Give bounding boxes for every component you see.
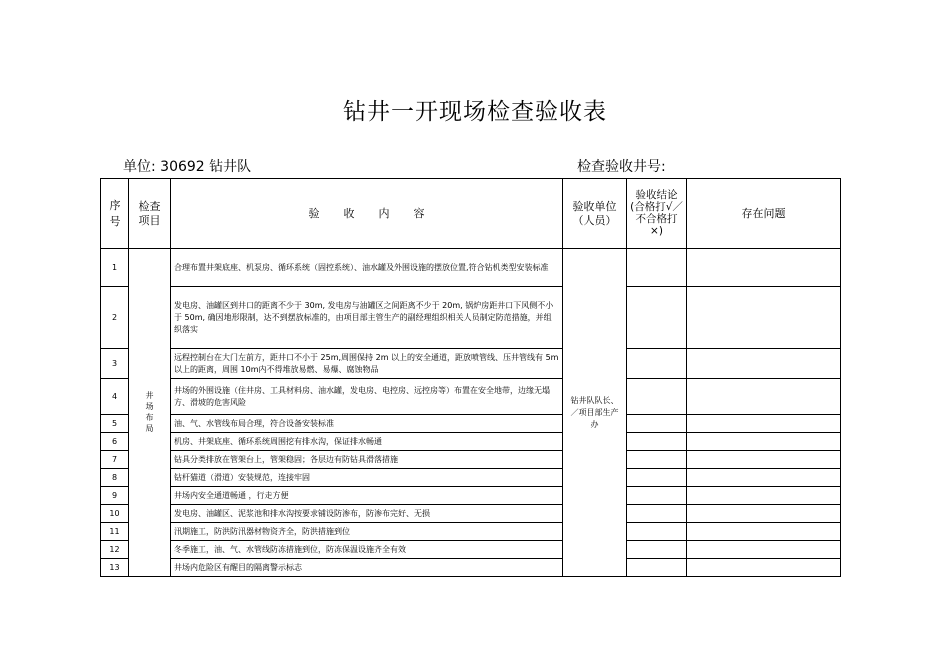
conclusion-cell[interactable] — [627, 505, 687, 523]
issues-cell[interactable] — [687, 541, 841, 559]
inspection-table — [100, 178, 841, 577]
issues-cell[interactable] — [687, 523, 841, 541]
header-unit: 验收单位（人员） — [563, 179, 627, 249]
row-content: 井场的外围设施（住井房、工具材料房、油水罐，发电房、电控房、远控房等）布置在安全地带，边缘无塌方、滑坡的危害风险 — [171, 379, 563, 415]
issues-cell[interactable] — [687, 559, 841, 577]
row-number: 10 — [101, 505, 129, 523]
issues-cell[interactable] — [687, 433, 841, 451]
conclusion-cell[interactable] — [627, 433, 687, 451]
conclusion-cell[interactable] — [627, 415, 687, 433]
table-row — [101, 379, 841, 415]
row-number: 2 — [101, 287, 129, 349]
header-seq: 序号 — [101, 179, 129, 249]
issues-cell[interactable] — [687, 505, 841, 523]
row-number: 4 — [101, 379, 129, 415]
table-row — [101, 287, 841, 349]
row-content: 井场内危险区有醒目的隔离警示标志 — [171, 559, 563, 577]
responsible-unit-label: 钻井队队长、／项目部生产办 — [570, 395, 619, 429]
row-number: 13 — [101, 559, 129, 577]
row-number: 11 — [101, 523, 129, 541]
conclusion-cell[interactable] — [627, 379, 687, 415]
unit-label: 单位: 30692 钻井队 — [123, 159, 252, 175]
conclusion-cell[interactable] — [627, 469, 687, 487]
item-group-cell — [129, 249, 171, 577]
issues-cell[interactable] — [687, 379, 841, 415]
row-number: 5 — [101, 415, 129, 433]
conclusion-cell[interactable] — [627, 541, 687, 559]
responsible-unit-cell — [563, 249, 627, 577]
row-content: 冬季施工，油、气、水管线防冻措施到位，防冻保温设施齐全有效 — [171, 541, 563, 559]
well-number-label: 检查验收井号: — [577, 159, 666, 175]
row-content: 机房、井架底座、循环系统周围挖有排水沟，保证排水畅通 — [171, 433, 563, 451]
row-content: 油、气、水管线布局合理，符合设备安装标准 — [171, 415, 563, 433]
table-row — [101, 541, 841, 559]
table-row — [101, 523, 841, 541]
row-number: 3 — [101, 349, 129, 379]
table-row — [101, 433, 841, 451]
row-content: 钻杆猫道（滑道）安装规范，连接牢固 — [171, 469, 563, 487]
table-row — [101, 469, 841, 487]
row-content: 汛期施工，防洪防汛器材物资齐全，防洪措施到位 — [171, 523, 563, 541]
table-row — [101, 415, 841, 433]
row-content: 发电房、油罐区、泥浆池和排水沟按要求铺设防渗布，防渗布完好、无损 — [171, 505, 563, 523]
table-row — [101, 505, 841, 523]
conclusion-cell[interactable] — [627, 487, 687, 505]
header-conclusion: 验收结论(合格打√／不合格打×) — [627, 179, 687, 249]
conclusion-cell[interactable] — [627, 287, 687, 349]
row-content: 井场内安全通道畅通 ，行走方便 — [171, 487, 563, 505]
row-number: 12 — [101, 541, 129, 559]
issues-cell[interactable] — [687, 469, 841, 487]
header-item: 检查项目 — [129, 179, 171, 249]
row-number: 1 — [101, 249, 129, 287]
row-number: 7 — [101, 451, 129, 469]
row-content: 发电房、油罐区到井口的距离不少于 30m, 发电房与油罐区之间距离不少于 20m, 锅炉房距井口下风侧不小于 50m, 确因地形限制，达不到摆放标准的，由项目部主管生产的副经理组织相关人员制定防范措施，并组织落实 — [171, 287, 563, 349]
row-number: 9 — [101, 487, 129, 505]
table-row — [101, 451, 841, 469]
table-row — [101, 249, 841, 287]
row-content: 合理布置井架底座、机泵房、循环系统（固控系统）、油水罐及外围设施的摆放位置,符合钻机类型安装标准 — [171, 249, 563, 287]
conclusion-cell[interactable] — [627, 523, 687, 541]
table-row — [101, 559, 841, 577]
page-title: 钻井一开现场检查验收表 — [343, 99, 607, 125]
item-group-label: 井场布局 — [145, 390, 154, 434]
issues-cell[interactable] — [687, 415, 841, 433]
row-content: 远程控制台在大门左前方，距井口不小于 25m,周围保持 2m 以上的安全通道，距放喷管线、压井管线有 5m以上的距离，周围 10m内不得堆放易燃、易爆、腐蚀物品 — [171, 349, 563, 379]
conclusion-cell[interactable] — [627, 451, 687, 469]
issues-cell[interactable] — [687, 451, 841, 469]
issues-cell[interactable] — [687, 287, 841, 349]
table-row — [101, 487, 841, 505]
table-row — [101, 349, 841, 379]
issues-cell[interactable] — [687, 249, 841, 287]
row-number: 6 — [101, 433, 129, 451]
header-issues: 存在问题 — [687, 179, 841, 249]
issues-cell[interactable] — [687, 349, 841, 379]
header-content: 验收内容 — [171, 179, 563, 249]
conclusion-cell[interactable] — [627, 249, 687, 287]
issues-cell[interactable] — [687, 487, 841, 505]
row-number: 8 — [101, 469, 129, 487]
conclusion-cell[interactable] — [627, 349, 687, 379]
row-content: 钻具分类排放在管架台上，管架稳固；各层边有防钻具滑落措施 — [171, 451, 563, 469]
conclusion-cell[interactable] — [627, 559, 687, 577]
